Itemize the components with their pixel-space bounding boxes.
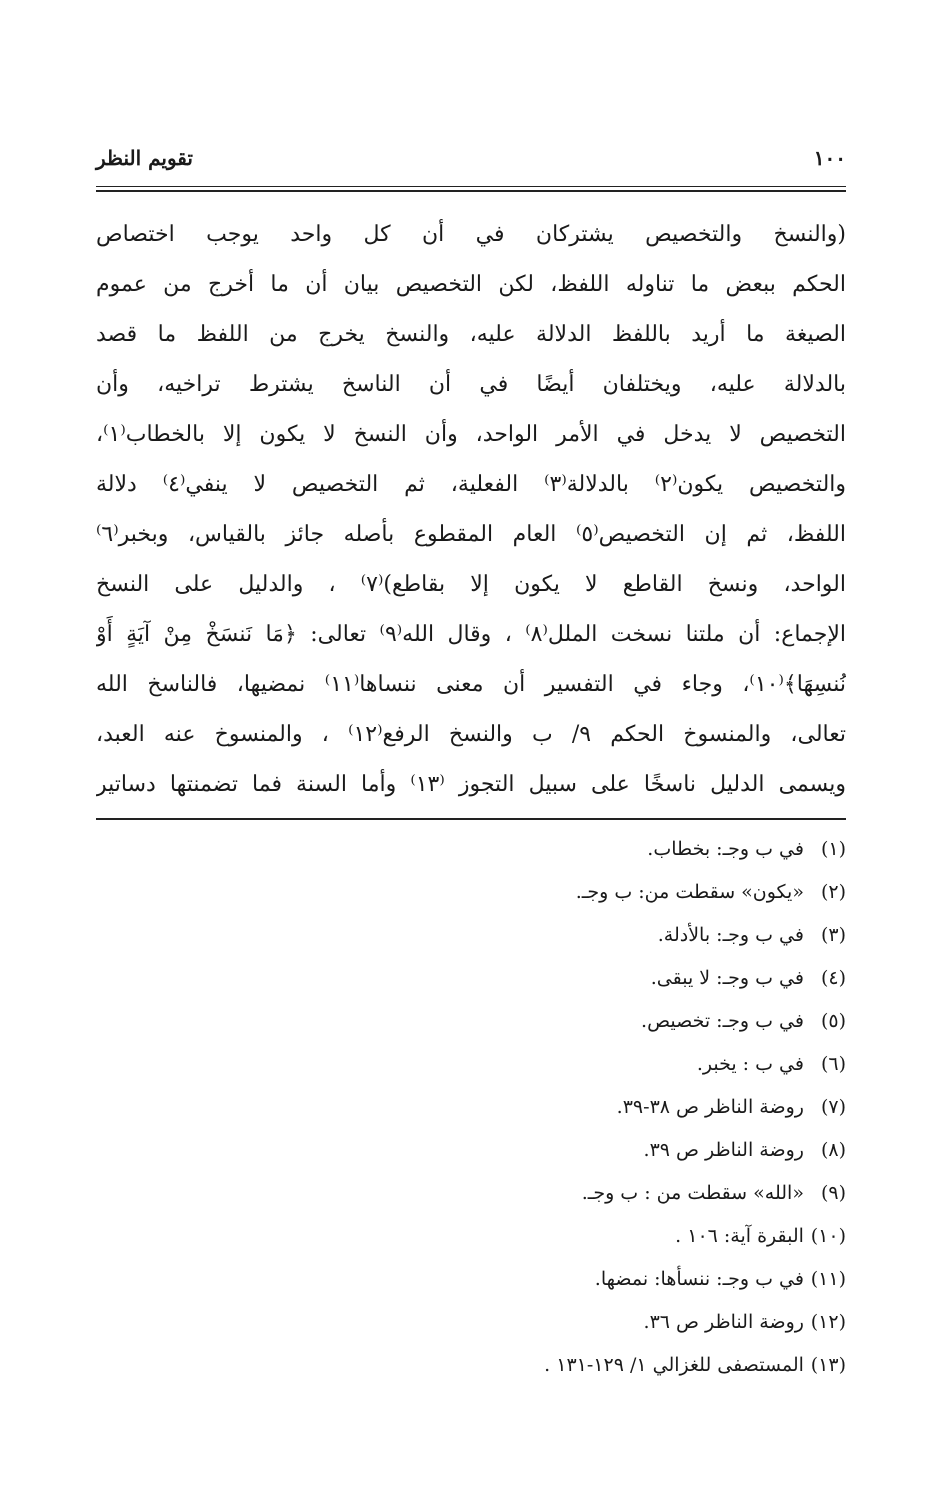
footnote-text: المستصفى للغزالي ١/ ١٢٩-١٣١ . [544,1354,804,1376]
footnote [96,1086,846,1129]
footnote-text: روضة الناظر ص ٣٨-٣٩. [616,1096,804,1118]
footnote [96,1344,846,1387]
footnote-number: (٣) [820,924,846,946]
footnote [96,957,846,1000]
text-line: الإجماع: أن ملتنا نسخت الملل⁽٨⁾ ، وقال الله⁽٩⁾ تعالى: ﴿مَا نَنسَخْ مِنْ آيَةٍ أَوْ [96,622,846,647]
header-rule-thick [96,190,846,192]
footnote-number: (٧) [820,1096,846,1118]
text-line: (والنسخ والتخصيص يشتركان في أن كل واحد يوجب اختصاص [96,222,846,247]
text-line: بالدلالة عليه، ويختلفان أيضًا في أن الناسخ يشترط تراخيه، وأن [96,372,846,397]
text-line: الواحد، ونسخ القاطع لا يكون إلا بقاطع)⁽٧⁾ ، والدليل على النسخ [96,572,846,597]
footnote-text: في ب وجـ: بالأدلة. [657,924,804,946]
footnote [96,1301,846,1344]
footnote-text: «يكون» سقطت من: ب وجـ. [575,881,804,903]
footnote-text: «الله» سقطت من : ب وجـ. [581,1182,804,1204]
footnote-number: (١٣) [810,1354,846,1376]
footnote-number: (١٠) [810,1225,846,1247]
footnote-number: (٤) [820,967,846,989]
text-line: ويسمى الدليل ناسخًا على سبيل التجوز ⁽١٣⁾ وأما السنة فما تضمنتها دساتير [96,772,846,797]
footnote-number: (٦) [820,1053,846,1075]
footnote-text: في ب : يخبر. [696,1053,804,1075]
page-number: ١٠٠ [813,146,846,170]
footnote [96,1129,846,1172]
footnote-text: في ب وجـ: بخطاب. [647,838,804,860]
footnote [96,828,846,871]
footnote-number: (٥) [820,1010,846,1032]
footnote [96,1043,846,1086]
main-text [96,210,846,810]
header-rule [96,186,846,187]
footnote [96,914,846,957]
text-line: تعالى، والمنسوخ الحكم ٩/ ب والنسخ الرفع⁽١٢⁾ ، والمنسوخ عنه العبد، [96,722,846,747]
text-line: نُنسِهَا﴾⁽١٠⁾، وجاء في التفسير أن معنى ننساها⁽١١⁾ نمضيها، فالناسخ الله [96,672,846,697]
footnote-text: في ب وجـ: لا يبقى. [650,967,804,989]
footnote-text: روضة الناظر ص ٣٩. [643,1139,804,1161]
text-line: الصيغة ما أريد باللفظ الدلالة عليه، والنسخ يخرج من اللفظ ما قصد [96,322,846,347]
running-title: تقويم النظر [96,146,193,170]
footnote [96,871,846,914]
footnote [96,1258,846,1301]
footnote-number: (٨) [820,1139,846,1161]
footnote-separator [96,818,846,820]
footnote-number: (٢) [820,881,846,903]
footnote-number: (١٢) [810,1311,846,1333]
footnote-text: روضة الناظر ص ٣٦. [643,1311,804,1333]
text-line: التخصيص لا يدخل في الأمر الواحد، وأن النسخ لا يكون إلا بالخطاب⁽١⁾، [96,422,846,447]
footnote-text: في ب وجـ: تخصيص. [641,1010,804,1032]
text-line: والتخصيص يكون⁽٢⁾ بالدلالة⁽٣⁾ الفعلية، ثم التخصيص لا ينفي⁽٤⁾ دلالة [96,472,846,497]
footnotes-list [96,828,846,1387]
text-line: اللفظ، ثم إن التخصيص⁽٥⁾ العام المقطوع بأصله جائز بالقياس، وبخبر⁽٦⁾ [96,522,846,547]
footnote-number: (١) [820,838,846,860]
footnote-text: البقرة آية: ١٠٦ . [675,1225,804,1247]
footnote-text: في ب وجـ: ننسأها: نمضها. [594,1268,804,1290]
footnote [96,1215,846,1258]
footnote [96,1172,846,1215]
footnote-number: (٩) [820,1182,846,1204]
page-header [96,138,846,178]
footnote-number: (١١) [810,1268,846,1290]
text-line: الحكم ببعض ما تناوله اللفظ، لكن التخصيص بيان أن ما أخرج من عموم [96,272,846,297]
footnote [96,1000,846,1043]
